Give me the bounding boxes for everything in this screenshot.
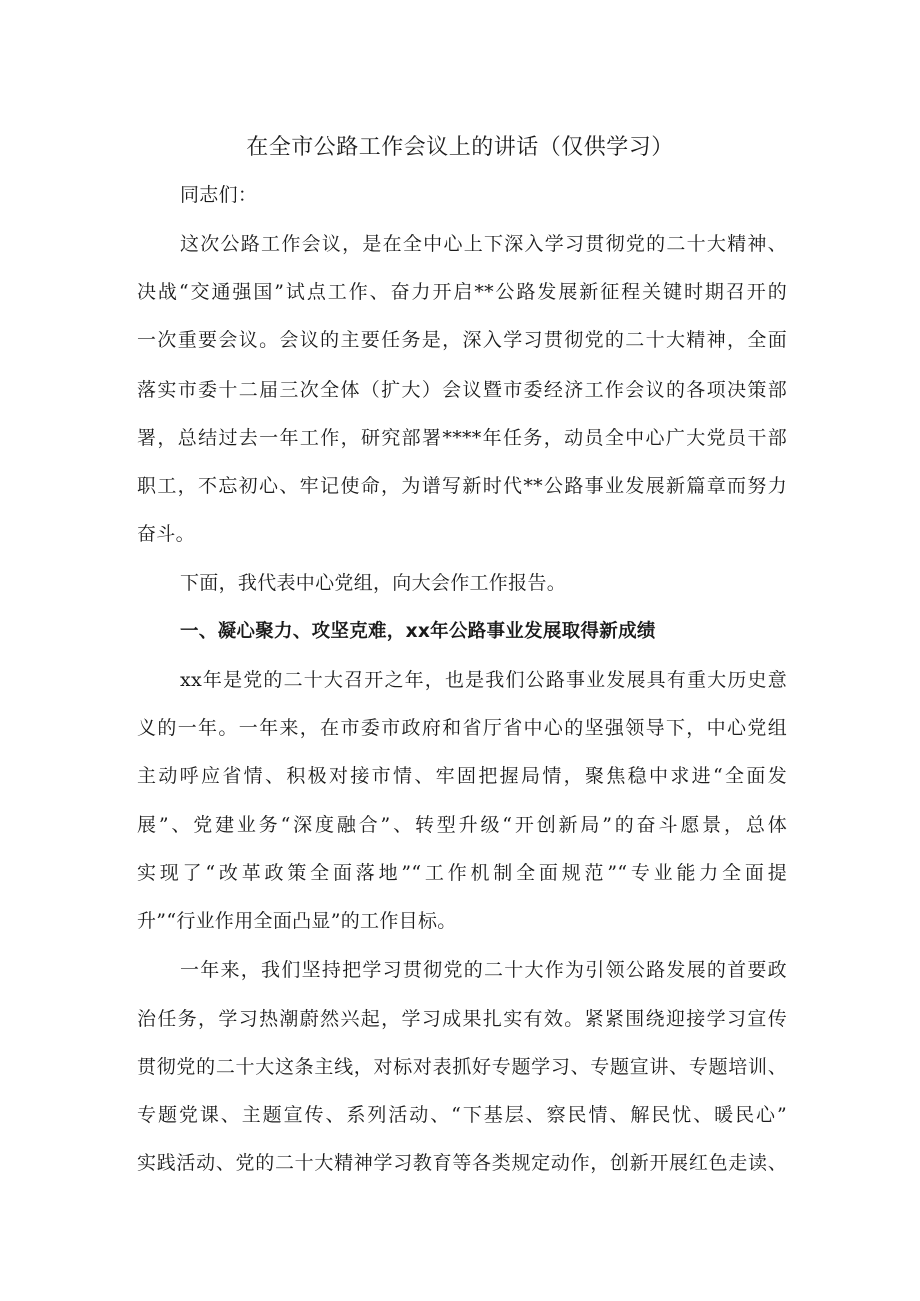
paragraph-line: 一次重要会议。会议的主要任务是，深入学习贯彻党的二十大精神，全面 bbox=[137, 329, 787, 351]
paragraph-line: 下面，我代表中心党组，向大会作工作报告。 bbox=[180, 572, 567, 594]
paragraph-line: 一年来，我们坚持把学习贯彻党的二十大作为引领公路发展的首要政 bbox=[180, 959, 787, 981]
paragraph-line: 贯彻党的二十大这条主线，对标对表抓好专题学习、专题宣讲、专题培训、 bbox=[137, 1056, 787, 1078]
document-title: 在全市公路工作会议上的讲话（仅供学习） bbox=[246, 135, 674, 160]
paragraph-line: 义的一年。一年来，在市委市政府和省厅省中心的坚强领导下，中心党组 bbox=[137, 717, 787, 739]
paragraph-line: 落实市委十二届三次全体（扩大）会议暨市委经济工作会议的各项决策部 bbox=[137, 379, 787, 401]
section-heading: 一、凝心聚力、攻坚克难，xx年公路事业发展取得新成绩 bbox=[180, 621, 656, 642]
paragraph-line: 职工，不忘初心、牢记使命，为谱写新时代**公路事业发展新篇章而努力 bbox=[137, 475, 787, 497]
paragraph-line: 主动呼应省情、积极对接市情、牢固把握局情，聚焦稳中求进“全面发 bbox=[137, 765, 787, 787]
paragraph-line: 升”“行业作用全面凸显”的工作目标。 bbox=[137, 910, 457, 932]
paragraph-line: 专题党课、主题宣传、系列活动、“下基层、察民情、解民忧、暖民心” bbox=[137, 1104, 787, 1126]
paragraph-line: 决战“交通强国”试点工作、奋力开启**公路发展新征程关键时期召开的 bbox=[137, 281, 787, 303]
paragraph-line: xx年是党的二十大召开之年，也是我们公路事业发展具有重大历史意 bbox=[180, 669, 787, 691]
paragraph-line: 实践活动、党的二十大精神学习教育等各类规定动作，创新开展红色走读、 bbox=[137, 1152, 787, 1174]
paragraph-line: 治任务，学习热潮蔚然兴起，学习成果扎实有效。紧紧围绕迎接学习宣传 bbox=[137, 1008, 787, 1030]
paragraph-line: 展”、党建业务“深度融合”、转型升级“开创新局”的奋斗愿景，总体 bbox=[137, 814, 787, 836]
paragraph-line: 这次公路工作会议，是在全中心上下深入学习贯彻党的二十大精神、 bbox=[180, 233, 787, 255]
paragraph-line: 奋斗。 bbox=[137, 523, 195, 545]
paragraph-line: 署，总结过去一年工作，研究部署****年任务，动员全中心广大党员干部 bbox=[137, 427, 787, 449]
salutation: 同志们： bbox=[180, 184, 258, 206]
paragraph-line: 实现了“改革政策全面落地”“工作机制全面规范”“专业能力全面提 bbox=[137, 862, 787, 884]
